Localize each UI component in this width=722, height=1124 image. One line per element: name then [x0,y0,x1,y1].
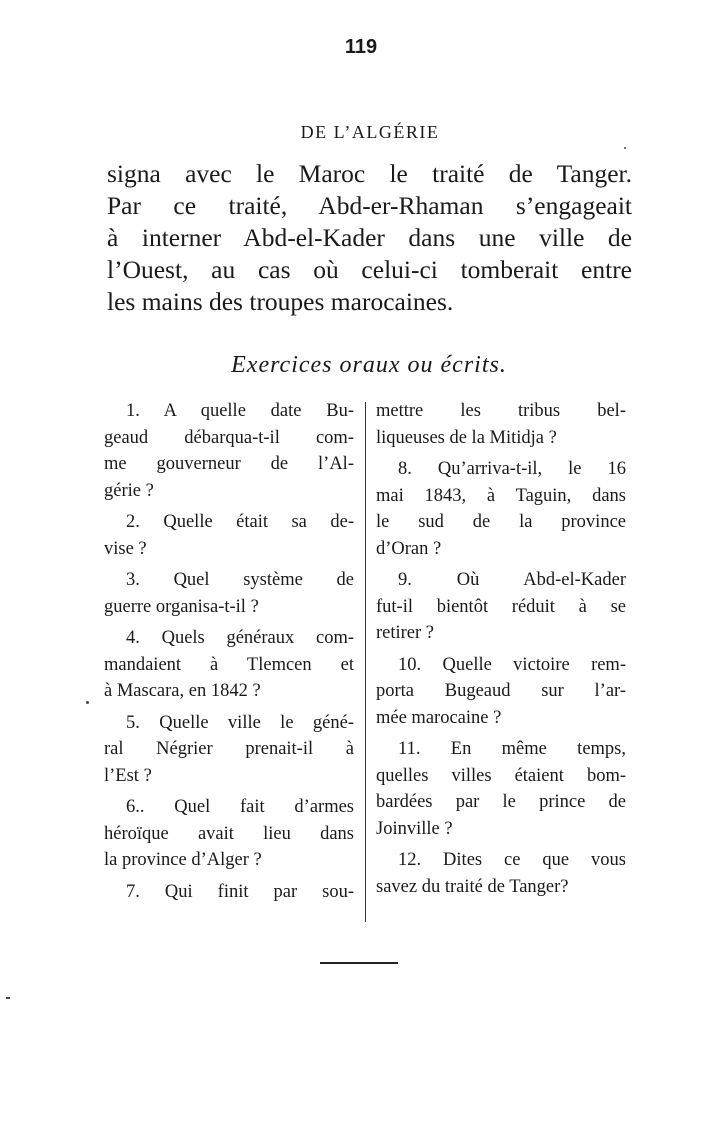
end-rule [320,962,398,964]
question-line: 4. Quels généraux com- [126,628,354,648]
question-line: bardées par le prince de [376,792,626,812]
question-line: 5. Quelle ville le géné- [126,712,354,733]
question-line: vise ? [104,538,147,559]
exercise-question [104,794,354,874]
exercise-question [104,710,354,790]
question-line: geaud débarqua-t-il com- [104,427,354,448]
exercise-question [376,736,626,842]
exercise-question [104,567,354,620]
question-line: liqueuses de la Mitidja ? [376,427,557,448]
question-line: mandaient à Tlemcen et [104,654,354,675]
print-speck [86,701,89,704]
question-line: 1. A quelle date Bu- [126,401,354,421]
exercise-question [104,625,354,705]
question-line: mettre les tribus bel- [376,401,626,421]
question-line: à Mascara, en 1842 ? [104,681,261,701]
body-line: Par ce traité, Abd-er-Rhaman s’engageait [107,191,632,220]
question-line: 9. Où Abd-el-Kader [398,570,626,590]
body-line: signa avec le Maroc le traité de Tanger. [107,159,632,188]
exercise-question [104,398,354,504]
question-line: 7. Qui finit par sou- [126,881,354,902]
question-line: 11. En même temps, [398,739,626,759]
question-line: l’Est ? [104,765,152,786]
question-line: le sud de la province [376,512,626,532]
question-line: 10. Quelle victoire rem- [398,654,626,675]
body-paragraph [107,158,632,318]
question-line: d’Oran ? [376,538,442,559]
exercise-question [376,456,626,562]
question-line: Joinville ? [376,818,453,839]
exercise-question [376,847,626,900]
body-line: les mains des troupes marocaines. [107,287,454,316]
question-line: quelles villes étaient bom- [376,765,626,786]
question-line: retirer ? [376,623,435,643]
question-line: porta Bugeaud sur l’ar- [376,681,626,701]
question-line: 3. Quel système de [126,570,354,590]
question-line: fut-il bientôt réduit à se [376,596,626,617]
exercise-question [104,509,354,562]
question-line: 12. Dites ce que vous [398,850,626,870]
section-title: Exercices oraux ou écrits. [231,352,507,378]
question-line: mai 1843, à Taguin, dans [376,485,626,506]
question-line: me gouverneur de l’Al- [104,454,354,474]
exercise-question [376,567,626,647]
running-head: DE L’ALGÉRIE [300,122,440,142]
exercise-column-right [376,398,626,905]
question-line: guerre organisa-t-il ? [104,596,259,617]
question-line: savez du traité de Tanger? [376,876,569,897]
exercise-question [376,398,626,451]
question-line: la province d’Alger ? [104,850,262,870]
question-line: 6.. Quel fait d’armes [126,797,354,817]
exercise-question [104,879,354,906]
body-line: l’Ouest, au cas où celui-ci tomberait entre [107,255,632,284]
question-line: 8. Qu’arriva-t-il, le 16 [398,459,626,479]
print-speck [6,997,10,999]
page-number: 119 [344,36,378,58]
question-line: gérie ? [104,480,154,501]
question-line: ral Négrier prenait-il à [104,739,354,759]
column-divider [365,402,366,922]
question-line: héroïque avait lieu dans [104,823,354,844]
print-speck [624,147,626,149]
question-line: 2. Quelle était sa de- [126,512,354,532]
question-line: mée marocaine ? [376,707,502,728]
exercise-column-left [104,398,354,910]
body-line: à interner Abd-el-Kader dans une ville de [107,223,632,252]
exercise-question [376,652,626,732]
